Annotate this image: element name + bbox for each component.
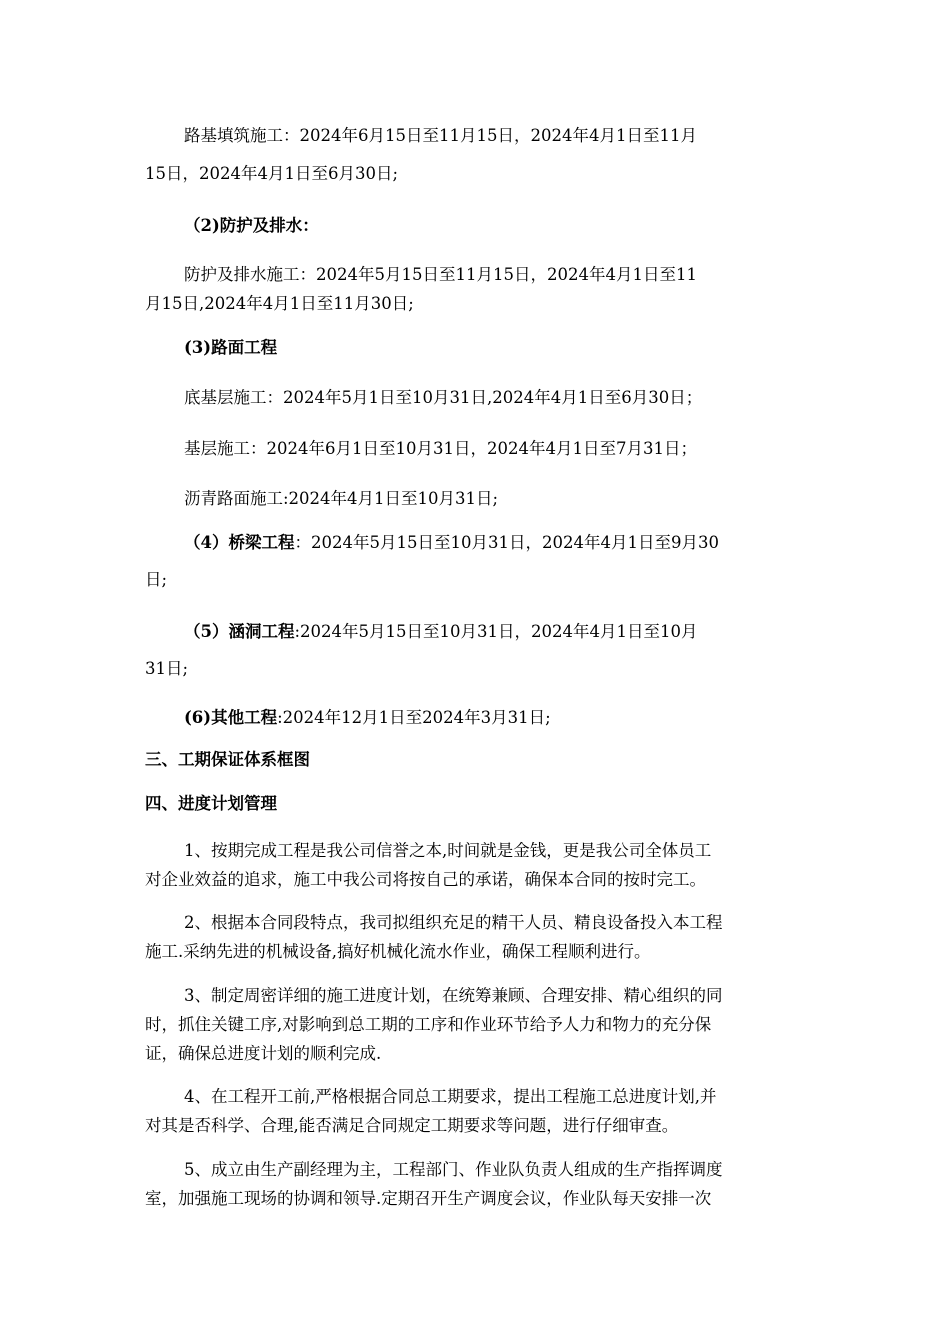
bridge-schedule-line-1 (184, 532, 810, 554)
section-four-heading: 四、进度计划管理 (145, 794, 277, 813)
bridge-heading: （4）桥梁工程 (184, 533, 295, 552)
culvert-schedule-line-1 (184, 621, 810, 643)
item-2-line-1: 2、根据本合同段特点，我司拟组织充足的精干人员、精良设备投入本工程 (184, 913, 723, 932)
other-works-text: :2024年12月1日至2024年3月31日; (277, 708, 551, 727)
item-3-line-3: 证，确保总进度计划的顺利完成. (145, 1044, 382, 1063)
protection-drainage-heading: （2)防护及排水： (184, 216, 319, 235)
roadbed-schedule-line-2: 15日，2024年4月1日至6月30日; (145, 164, 399, 183)
other-works-heading: (6)其他工程 (184, 708, 278, 727)
item-4-line-2: 对其是否科学、合理,能否满足合同规定工期要求等问题，进行仔细审查。 (145, 1116, 679, 1135)
culvert-schedule-text: :2024年5月15日至10月31日，2024年4月1日至10月 (294, 622, 698, 641)
roadbed-schedule-line-1: 路基填筑施工：2024年6月15日至11月15日，2024年4月1日至11月 (184, 126, 697, 145)
pavement-heading: (3)路面工程 (184, 338, 278, 357)
protection-drainage-line-2: 月15日,2024年4月1日至11月30日; (145, 294, 414, 313)
bridge-schedule-line-2: 日; (145, 570, 168, 589)
protection-drainage-line-1: 防护及排水施工：2024年5月15日至11月15日，2024年4月1日至11 (184, 265, 697, 284)
item-1-line-2: 对企业效益的追求，施工中我公司将按自己的承诺，确保本合同的按时完工。 (145, 870, 706, 889)
bridge-schedule-text: ：2024年5月15日至10月31日，2024年4月1日至9月30 (294, 533, 719, 552)
item-1-line-1: 1、按期完成工程是我公司信誉之本,时间就是金钱，更是我公司全体员工 (184, 841, 712, 860)
item-5-line-1: 5、成立由生产副经理为主，工程部门、作业队负责人组成的生产指挥调度 (184, 1160, 723, 1179)
asphalt-schedule: 沥青路面施工:2024年4月1日至10月31日; (184, 489, 499, 508)
other-works-line (184, 707, 810, 729)
subbase-schedule: 底基层施工：2024年5月1日至10月31日,2024年4月1日至6月30日； (184, 388, 703, 407)
item-5-line-2: 室，加强施工现场的协调和领导.定期召开生产调度会议，作业队每天安排一次 (145, 1189, 712, 1208)
item-4-line-1: 4、在工程开工前,严格根据合同总工期要求，提出工程施工总进度计划,并 (184, 1087, 717, 1106)
item-3-line-1: 3、制定周密详细的施工进度计划，在统筹兼顾、合理安排、精心组织的同 (184, 986, 723, 1005)
section-three-heading: 三、工期保证体系框图 (145, 750, 310, 769)
base-schedule: 基层施工：2024年6月1日至10月31日，2024年4月1日至7月31日； (184, 439, 697, 458)
item-3-line-2: 时，抓住关键工序,对影响到总工期的工序和作业环节给予人力和物力的充分保 (145, 1015, 712, 1034)
culvert-schedule-line-2: 31日; (145, 659, 189, 678)
culvert-heading: （5）涵洞工程 (184, 622, 295, 641)
item-2-line-2: 施工.采纳先进的机械设备,搞好机械化流水作业，确保工程顺利进行。 (145, 942, 651, 961)
